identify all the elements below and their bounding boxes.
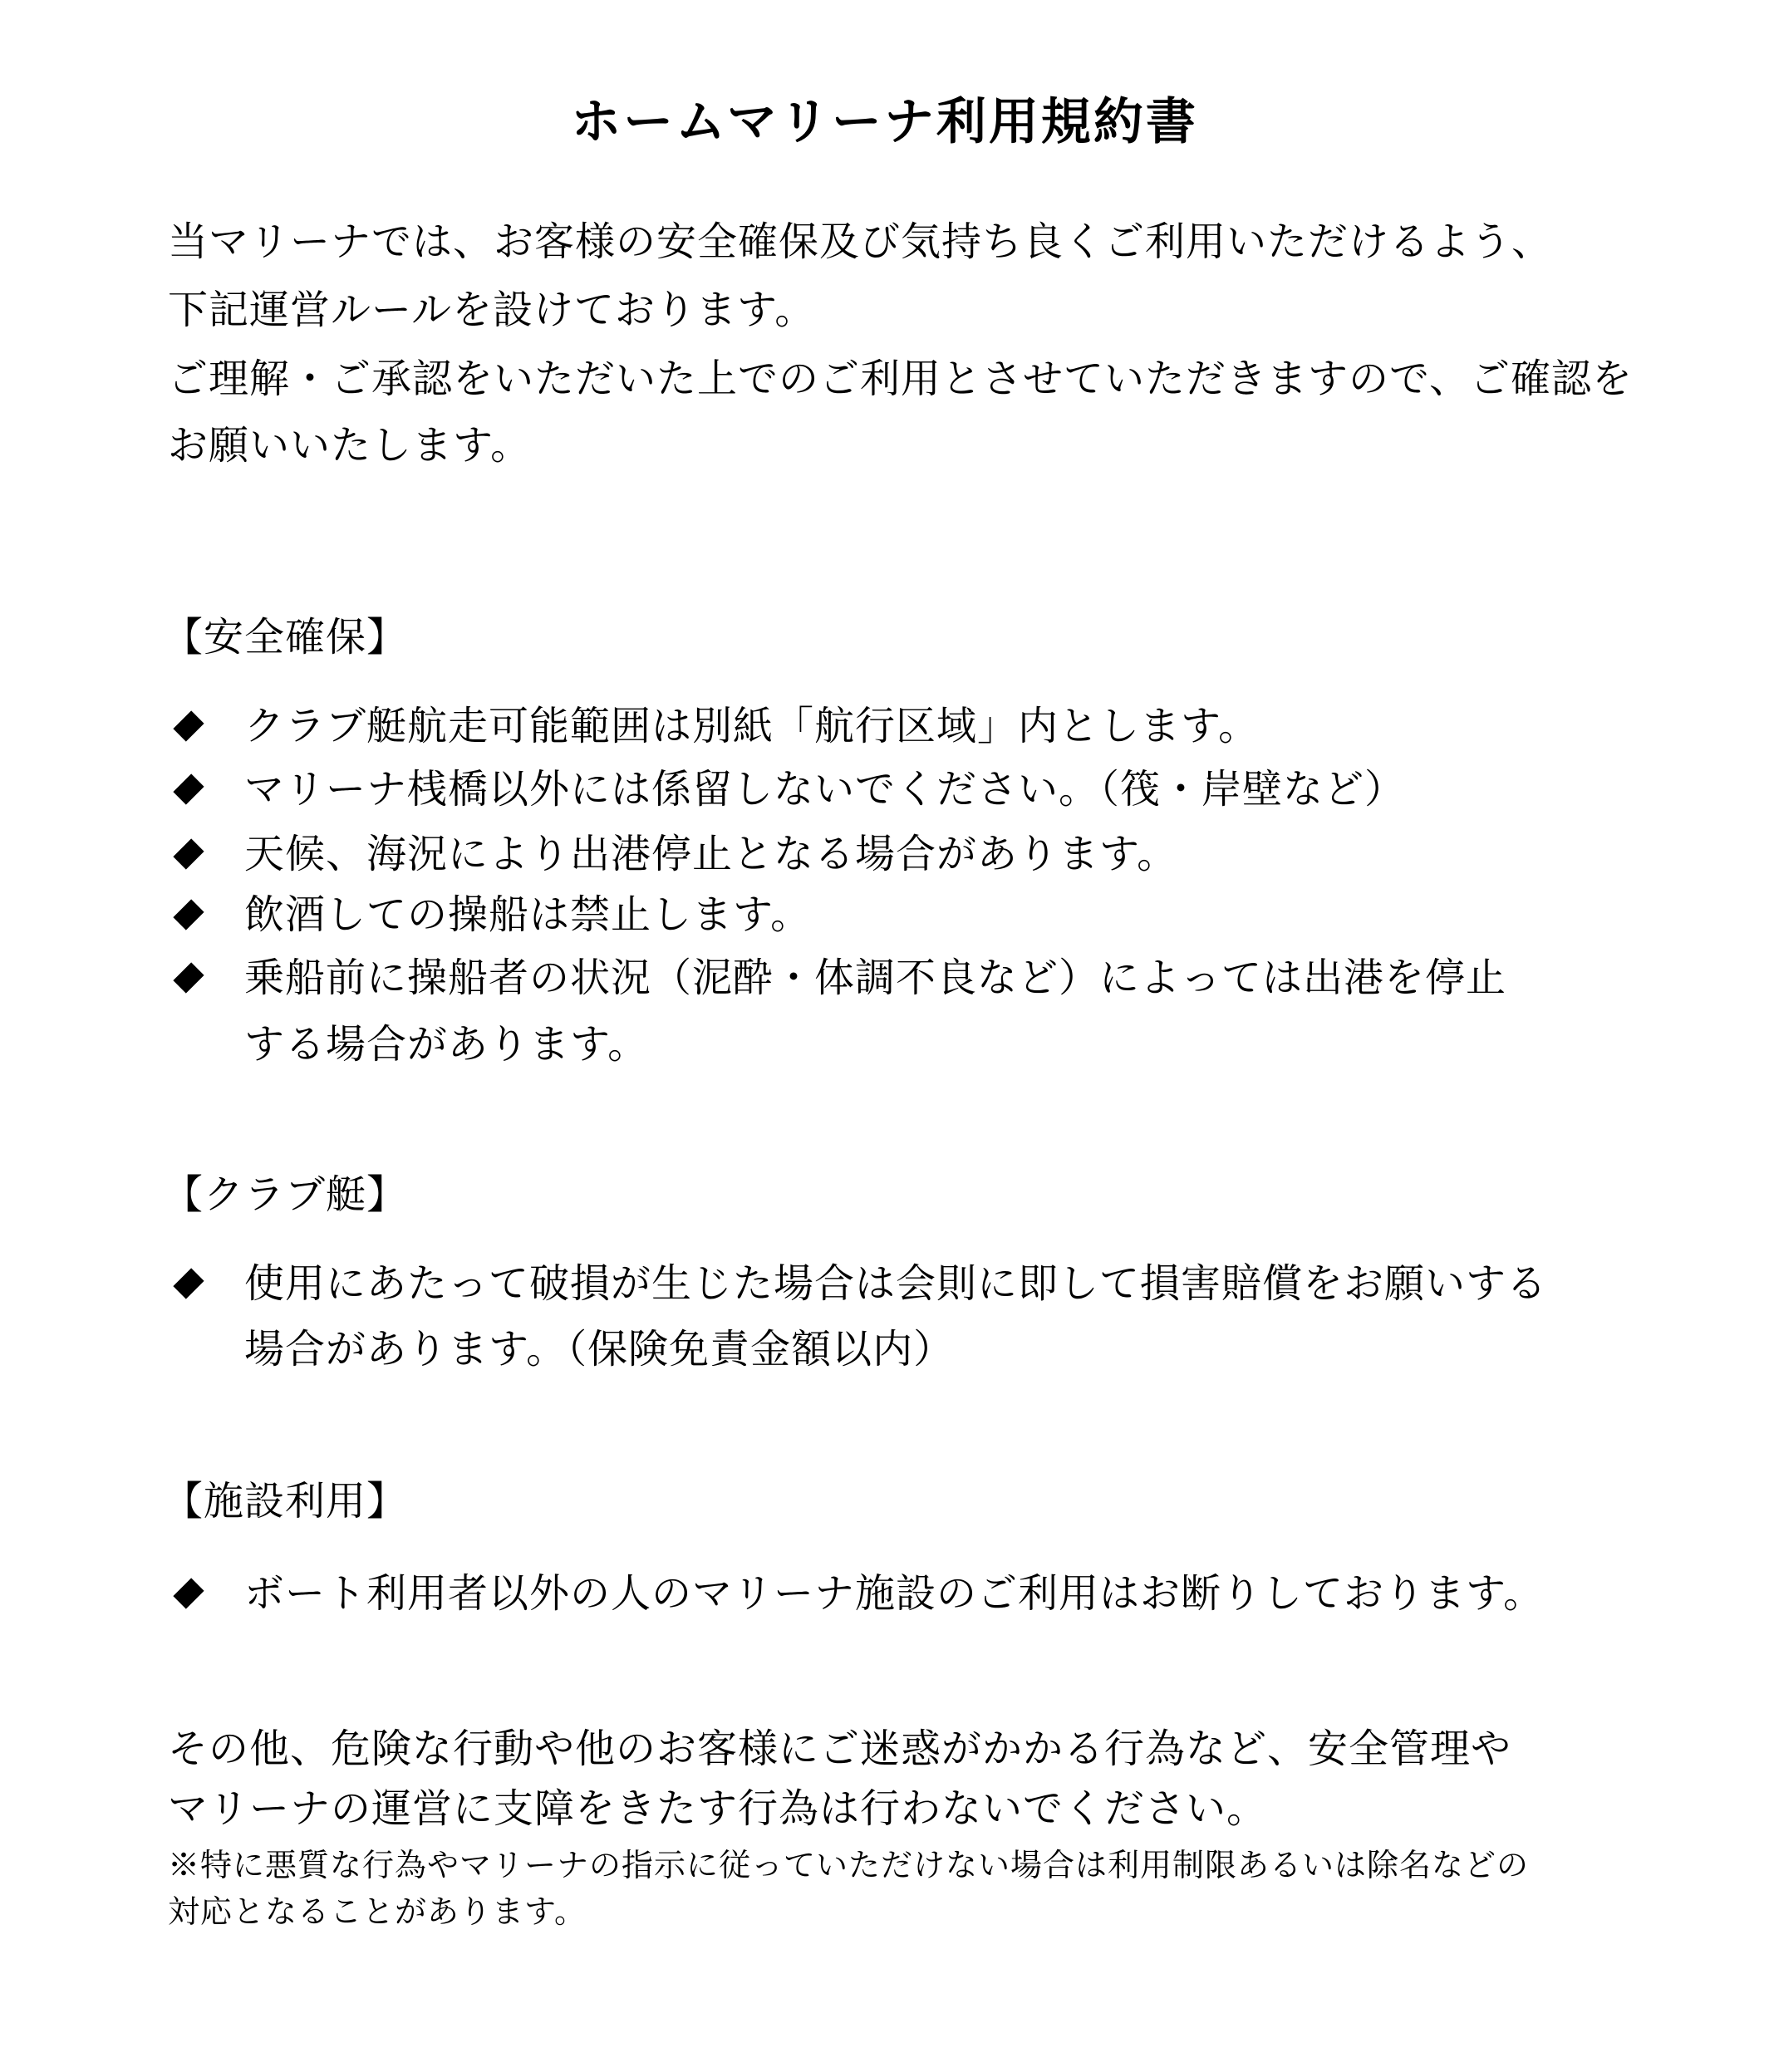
list-item-continuation: 場合があります。（保険免責金額以内）	[244, 1326, 955, 1372]
diamond-bullet-icon	[171, 772, 206, 807]
list-item: クラブ艇航走可能範囲は別紙「航行区域」内とします。	[244, 703, 1260, 749]
list-item: 使用にあたって破損が生じた場合は会則に即して損害賠償をお願いする	[244, 1260, 1548, 1307]
intro-line: 当マリーナでは、お客様の安全確保及び気持ち良くご利用いただけるよう、	[168, 218, 1553, 265]
list-item: マリーナ桟橋以外には係留しないでください。（筏・岸壁など）	[244, 766, 1406, 813]
list-item: 飲酒しての操船は禁止します。	[244, 891, 812, 938]
diamond-bullet-icon	[171, 897, 206, 932]
diamond-bullet-icon	[171, 1576, 206, 1611]
diamond-bullet-icon	[171, 709, 206, 744]
intro-line: お願いいたします。	[168, 422, 532, 469]
section-heading: 【クラブ艇】	[163, 1171, 408, 1218]
section-heading: 【安全確保】	[163, 614, 408, 660]
diamond-bullet-icon	[171, 960, 206, 995]
list-item-continuation: する場合があります。	[244, 1021, 649, 1068]
closing-line: その他、危険な行動や他のお客様にご迷惑がかかる行為など、安全管理や	[168, 1726, 1512, 1772]
closing-line: マリーナの運営に支障をきたす行為は行わないでください。	[168, 1785, 1268, 1832]
list-item: ボート利用者以外の人のマリーナ施設のご利用はお断りしております。	[244, 1570, 1545, 1617]
footnote-line: 対応となることがあります。	[168, 1893, 587, 1930]
document-title: ホームマリーナ利用規約書	[571, 93, 1198, 151]
diamond-bullet-icon	[171, 1266, 206, 1301]
diamond-bullet-icon	[171, 837, 206, 872]
footnote-line: ※特に悪質な行為やマリーナの指示に従っていただけない場合は利用制限あるいは除名などの	[168, 1847, 1530, 1883]
intro-line: 下記運営ルールを設けております。	[168, 287, 816, 333]
list-item: 乗船前に操船者の状況（泥酔・体調不良など）によっては出港を停止	[244, 955, 1507, 1001]
section-heading: 【施設利用】	[163, 1478, 408, 1525]
list-item: 天候、海況により出港停止となる場合があります。	[244, 831, 1178, 877]
intro-line: ご理解・ご承認をいただいた上でのご利用とさせていただきますので、ご確認を	[168, 356, 1634, 402]
